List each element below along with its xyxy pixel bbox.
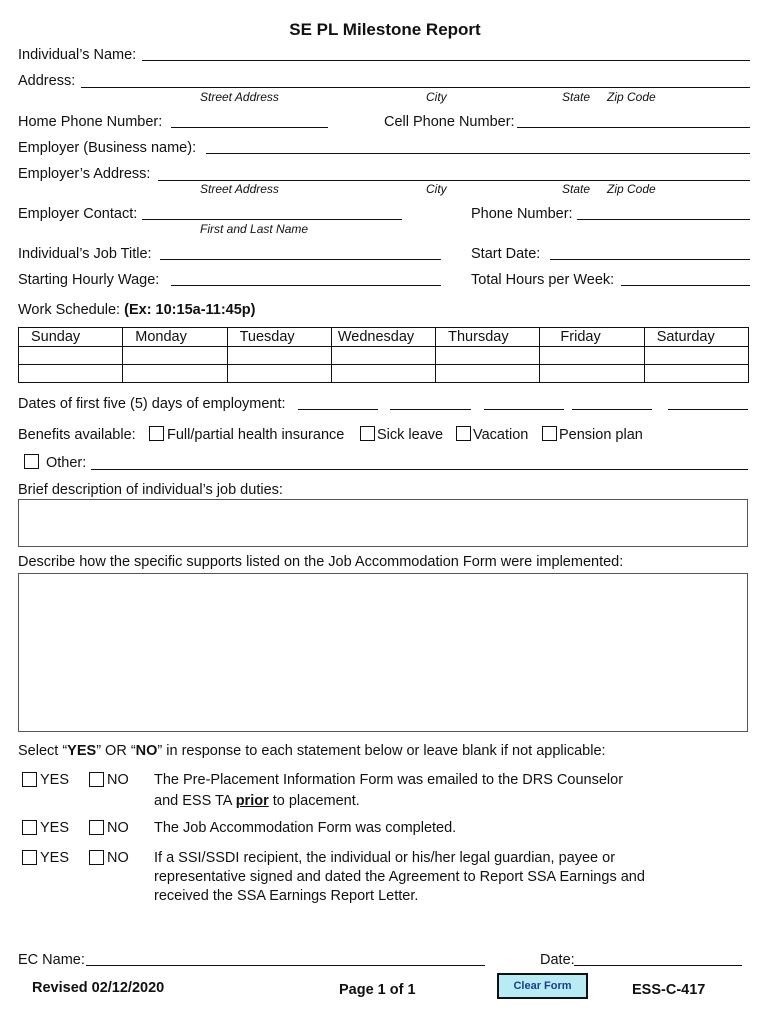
schedule-cell[interactable] bbox=[436, 347, 540, 365]
schedule-row bbox=[19, 365, 749, 383]
revised-date: Revised 02/12/2020 bbox=[32, 980, 165, 996]
first-day-1-field[interactable] bbox=[298, 409, 378, 410]
q3-no-label: NO bbox=[107, 850, 129, 866]
q1-prior-emphasis: prior bbox=[235, 793, 269, 809]
first-day-3-field[interactable] bbox=[484, 409, 564, 410]
employer-contact-label: Employer Contact: bbox=[18, 206, 138, 222]
individual-name-label: Individual’s Name: bbox=[18, 47, 137, 63]
job-title-field[interactable] bbox=[160, 259, 441, 260]
first-five-days-label: Dates of first five (5) days of employment: bbox=[18, 396, 286, 412]
day-monday: Monday bbox=[123, 328, 227, 347]
start-date-label: Start Date: bbox=[471, 246, 541, 262]
select-intro-text: Select “ bbox=[18, 743, 68, 759]
address-street-caption: Street Address bbox=[200, 90, 279, 104]
date-field[interactable] bbox=[574, 965, 742, 966]
start-date-field[interactable] bbox=[550, 259, 750, 260]
select-intro-text: ” OR “ bbox=[96, 743, 136, 759]
employer-contact-field[interactable] bbox=[142, 219, 402, 220]
q2-no-label: NO bbox=[107, 820, 129, 836]
address-field[interactable] bbox=[81, 87, 750, 88]
schedule-cell[interactable] bbox=[19, 365, 123, 383]
contact-name-caption: First and Last Name bbox=[200, 222, 309, 236]
job-title-label: Individual’s Job Title: bbox=[18, 246, 152, 262]
address-city-caption: City bbox=[426, 90, 447, 104]
schedule-cell[interactable] bbox=[331, 365, 435, 383]
phone-number-field[interactable] bbox=[577, 219, 750, 220]
employer-street-caption: Street Address bbox=[200, 182, 279, 196]
select-instructions bbox=[18, 743, 606, 759]
select-intro-text: ” in response to each statement below or leave blank if not applicable: bbox=[157, 743, 606, 759]
pension-plan-checkbox[interactable] bbox=[542, 426, 557, 441]
health-insurance-label: Full/partial health insurance bbox=[167, 427, 345, 443]
hourly-wage-field[interactable] bbox=[171, 285, 441, 286]
work-schedule-heading bbox=[18, 302, 256, 318]
other-label: Other: bbox=[46, 455, 87, 471]
vacation-checkbox[interactable] bbox=[456, 426, 471, 441]
page-number: Page 1 of 1 bbox=[339, 982, 416, 998]
employer-zip-caption: Zip Code bbox=[607, 182, 656, 196]
q1-no-label: NO bbox=[107, 772, 129, 788]
employer-address-label: Employer’s Address: bbox=[18, 166, 151, 182]
sick-leave-label: Sick leave bbox=[377, 427, 444, 443]
cell-phone-field[interactable] bbox=[517, 127, 750, 128]
schedule-cell[interactable] bbox=[227, 365, 331, 383]
sick-leave-checkbox[interactable] bbox=[360, 426, 375, 441]
hourly-wage-label: Starting Hourly Wage: bbox=[18, 272, 160, 288]
job-duties-label: Brief description of individual’s job duties: bbox=[18, 482, 283, 498]
q2-yes-label: YES bbox=[40, 820, 70, 836]
q1-yes-label: YES bbox=[40, 772, 70, 788]
employer-city-caption: City bbox=[426, 182, 447, 196]
form-title: SE PL Milestone Report bbox=[289, 20, 481, 39]
select-yes-text: YES bbox=[67, 743, 97, 759]
total-hours-field[interactable] bbox=[621, 285, 750, 286]
q3-text-line1: If a SSI/SSDI recipient, the individual or his/her legal guardian, payee or bbox=[154, 850, 616, 866]
job-duties-textarea[interactable] bbox=[18, 499, 748, 547]
first-day-2-field[interactable] bbox=[390, 409, 471, 410]
schedule-cell[interactable] bbox=[644, 365, 748, 383]
clear-form-button[interactable]: Clear Form bbox=[497, 973, 588, 999]
schedule-cell[interactable] bbox=[123, 347, 227, 365]
q1-no-checkbox[interactable] bbox=[89, 772, 104, 787]
employer-address-field[interactable] bbox=[158, 180, 750, 181]
supports-label: Describe how the specific supports listed on the Job Accommodation Form were implemented: bbox=[18, 554, 624, 570]
date-label: Date: bbox=[540, 952, 575, 968]
address-state-caption: State bbox=[562, 90, 591, 104]
home-phone-label: Home Phone Number: bbox=[18, 114, 163, 130]
schedule-cell[interactable] bbox=[19, 347, 123, 365]
work-schedule-label: Work Schedule: bbox=[18, 302, 121, 318]
day-tuesday: Tuesday bbox=[227, 328, 331, 347]
q1-text-line1: The Pre-Placement Information Form was emailed to the DRS Counselor bbox=[154, 772, 624, 788]
schedule-cell[interactable] bbox=[540, 365, 644, 383]
other-checkbox[interactable] bbox=[24, 454, 39, 469]
schedule-cell[interactable] bbox=[227, 347, 331, 365]
vacation-label: Vacation bbox=[473, 427, 529, 443]
day-thursday: Thursday bbox=[436, 328, 540, 347]
supports-textarea[interactable] bbox=[18, 573, 748, 732]
q2-yes-checkbox[interactable] bbox=[22, 820, 37, 835]
q3-text-line2: representative signed and dated the Agreement to Report SSA Earnings and bbox=[154, 869, 645, 885]
schedule-cell[interactable] bbox=[644, 347, 748, 365]
work-schedule-table bbox=[18, 327, 749, 383]
employer-label: Employer (Business name): bbox=[18, 140, 197, 156]
q3-no-checkbox[interactable] bbox=[89, 850, 104, 865]
phone-number-label: Phone Number: bbox=[471, 206, 573, 222]
q3-yes-label: YES bbox=[40, 850, 70, 866]
q1-yes-checkbox[interactable] bbox=[22, 772, 37, 787]
work-schedule-example: (Ex: 10:15a-11:45p) bbox=[124, 302, 256, 318]
schedule-cell[interactable] bbox=[331, 347, 435, 365]
schedule-row bbox=[19, 347, 749, 365]
employer-field[interactable] bbox=[206, 153, 750, 154]
day-sunday: Sunday bbox=[19, 328, 123, 347]
day-saturday: Saturday bbox=[644, 328, 748, 347]
employer-state-caption: State bbox=[562, 182, 591, 196]
schedule-cell[interactable] bbox=[540, 347, 644, 365]
schedule-cell[interactable] bbox=[436, 365, 540, 383]
pension-plan-label: Pension plan bbox=[559, 427, 643, 443]
schedule-header-row bbox=[19, 328, 749, 347]
day-wednesday: Wednesday bbox=[331, 328, 435, 347]
q2-text: The Job Accommodation Form was completed. bbox=[154, 820, 457, 836]
q3-yes-checkbox[interactable] bbox=[22, 850, 37, 865]
address-label: Address: bbox=[18, 73, 76, 89]
benefits-label: Benefits available: bbox=[18, 427, 136, 443]
schedule-cell[interactable] bbox=[123, 365, 227, 383]
cell-phone-label: Cell Phone Number: bbox=[384, 114, 515, 130]
home-phone-field[interactable] bbox=[171, 127, 328, 128]
q1-text: and ESS TA bbox=[154, 793, 236, 809]
day-friday: Friday bbox=[540, 328, 644, 347]
ec-name-field[interactable] bbox=[86, 965, 485, 966]
q3-text-line3: received the SSA Earnings Report Letter. bbox=[154, 888, 419, 904]
q2-no-checkbox[interactable] bbox=[89, 820, 104, 835]
first-day-4-field[interactable] bbox=[572, 409, 652, 410]
first-day-5-field[interactable] bbox=[668, 409, 748, 410]
select-no-text: NO bbox=[135, 743, 158, 759]
ec-name-label: EC Name: bbox=[18, 952, 85, 968]
other-field[interactable] bbox=[91, 469, 748, 470]
individual-name-field[interactable] bbox=[142, 60, 750, 61]
q1-text: to placement. bbox=[268, 793, 360, 809]
total-hours-label: Total Hours per Week: bbox=[471, 272, 615, 288]
health-insurance-checkbox[interactable] bbox=[149, 426, 164, 441]
form-id: ESS-C-417 bbox=[632, 982, 706, 998]
q1-text-line2 bbox=[154, 793, 360, 809]
address-zip-caption: Zip Code bbox=[607, 90, 656, 104]
